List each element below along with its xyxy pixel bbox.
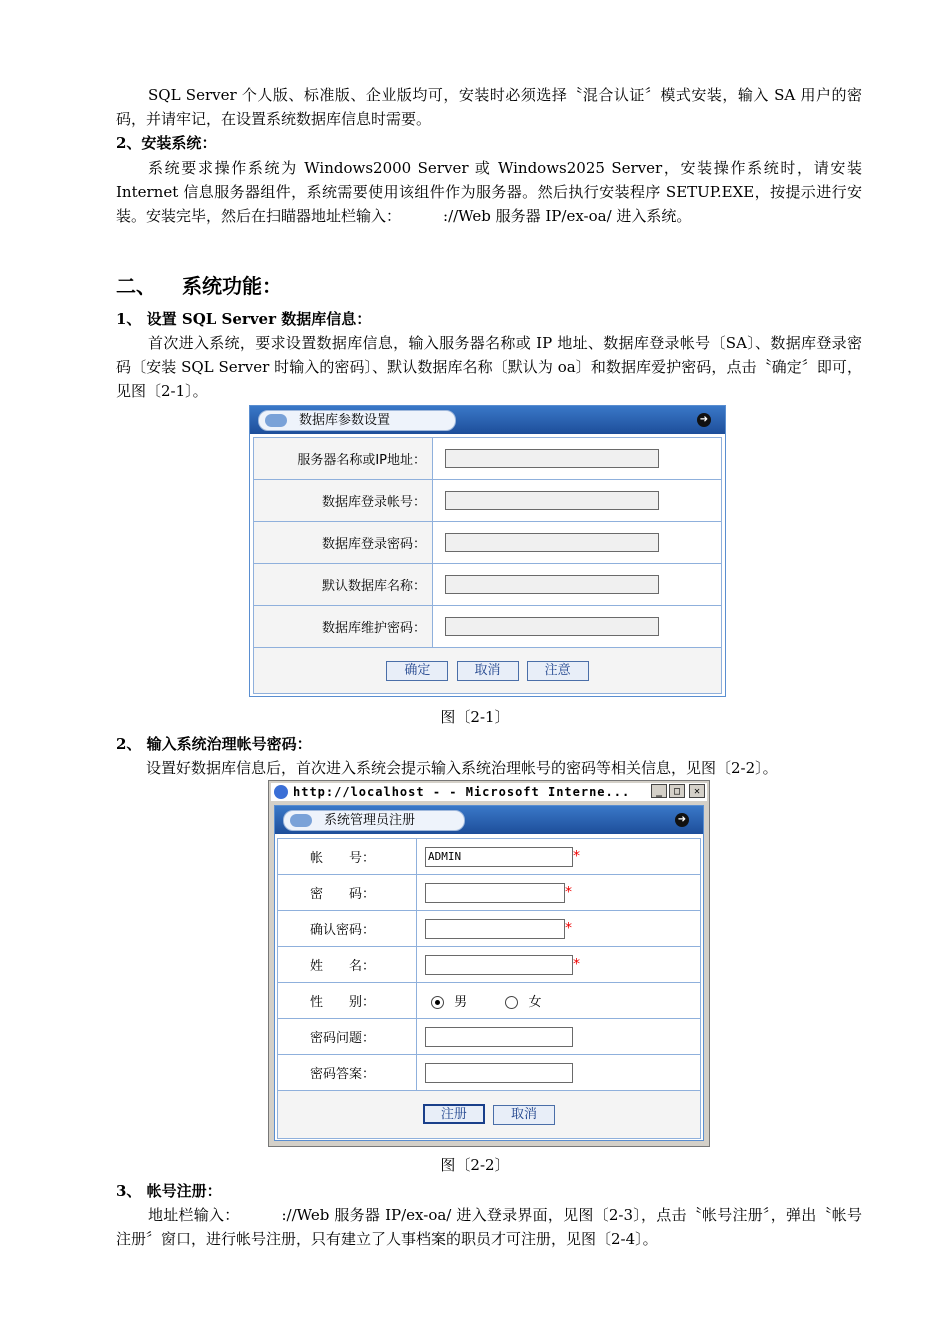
cancel-register-button[interactable]: 取消 — [493, 1105, 555, 1125]
account-register-paragraph — [116, 1203, 862, 1251]
db-settings-heading: 1、 设置 SQL Server 数据库信息： — [116, 310, 372, 328]
question-input[interactable] — [425, 1027, 573, 1047]
note-button[interactable]: 注意 — [527, 661, 589, 681]
ok-button[interactable]: 确定 — [386, 661, 448, 681]
db-name-label: 默认数据库名称： — [254, 564, 433, 606]
gender-label: 性 别： — [278, 983, 417, 1019]
db-login-input[interactable] — [445, 491, 659, 510]
db-maint-password-input[interactable] — [445, 617, 659, 636]
db-maint-password-label: 数据库维护密码： — [254, 606, 433, 648]
login-url-text: ://Web 服务器 IP/ex-oa/ 进入登录界面，见图〔2-3〕，点击〝帐号注册〞，弹出〝帐号注册〞窗口，进行帐号注册，只有建立了人事档案的职员才可注册，见图〔2-4〕。 — [116, 1206, 862, 1248]
install-heading: 2、安装系统： — [116, 134, 217, 152]
gender-options — [417, 983, 701, 1019]
gender-female-radio[interactable] — [505, 996, 518, 1009]
install-url-text: ://Web 服务器 IP/ex-oa/ 进入系统。 — [443, 207, 692, 225]
account-input[interactable]: ADMIN — [425, 847, 573, 867]
section-title: 系统功能： — [182, 274, 282, 298]
panel-title: 数据库参数设置 — [299, 413, 391, 428]
db-settings-figure — [249, 405, 726, 697]
db-name-input[interactable] — [445, 575, 659, 594]
minimize-icon[interactable]: _ — [651, 784, 667, 798]
account-label: 帐 号： — [278, 839, 417, 875]
required-mark: * — [573, 956, 580, 972]
figure-caption-2-1: 图〔2-1〕 — [440, 708, 510, 726]
db-settings-paragraph: 首次进入系统，要求设置数据库信息，输入服务器名称或 IP 地址、数据库登录帐号〔SA〕、数据库登录密码〔安装 SQL Server 时输入的密码〕、默认数据库名称〔默认为 oa〕和数据库爱护密码，点击〝确定〞即可，见图〔2-1〕。 — [116, 334, 862, 400]
section-heading — [116, 270, 282, 299]
name-input[interactable] — [425, 955, 573, 975]
intro-paragraph: SQL Server 个人版、标准版、企业版均可，安装时必须选择〝混合认证〞模式安装，输入 SA 用户的密码，并请牢记，在设置系统数据库信息时需要。 — [116, 86, 862, 128]
panel-logo-icon — [265, 414, 287, 427]
window-title: http://localhost - - Microsoft Interne... — [293, 785, 631, 799]
window-titlebar — [271, 783, 707, 801]
section-number: 二、 — [116, 274, 156, 298]
answer-label: 密码答案： — [278, 1055, 417, 1091]
answer-input[interactable] — [425, 1063, 573, 1083]
question-label: 密码问题： — [278, 1019, 417, 1055]
db-password-input[interactable] — [445, 533, 659, 552]
admin-register-window — [268, 780, 710, 1147]
gender-male-radio[interactable] — [431, 996, 444, 1009]
panel-title-pill — [258, 410, 456, 431]
register-button[interactable]: 注册 — [423, 1104, 485, 1124]
password-label: 密 码： — [278, 875, 417, 911]
db-settings-form — [253, 437, 722, 694]
register-panel-header — [275, 806, 703, 834]
panel-header — [250, 406, 725, 434]
close-icon[interactable]: ✕ — [689, 784, 705, 798]
register-form — [277, 838, 701, 1139]
required-mark: * — [565, 920, 572, 936]
address-bar-text: 地址栏输入： — [148, 1206, 240, 1224]
confirm-password-input[interactable] — [425, 919, 565, 939]
account-register-heading: 3、 帐号注册： — [116, 1182, 222, 1200]
register-panel-title: 系统管理员注册 — [324, 813, 416, 828]
cancel-button[interactable]: 取消 — [457, 661, 519, 681]
gender-male-label: 男 — [454, 995, 468, 1010]
install-text: 系统要求操作系统为 Windows2000 Server 或 Windows2025 Server，安装操作系统时，请安装 Internet 信息服务器组件，系统需要使用该组件作为服务器。然后执行安装程序 SETUP.EXE，按提示进行安装。安装完毕，然后在扫瞄器地址栏输入： — [116, 159, 862, 225]
password-input[interactable] — [425, 883, 565, 903]
register-panel — [274, 805, 704, 1141]
server-name-label: 服务器名称或IP地址： — [254, 438, 433, 480]
maximize-icon[interactable]: □ — [669, 784, 685, 798]
register-title-pill — [283, 810, 465, 831]
ie-icon — [274, 785, 288, 799]
confirm-password-label: 确认密码： — [278, 911, 417, 947]
required-mark: * — [573, 848, 580, 864]
server-name-input[interactable] — [445, 449, 659, 468]
db-login-label: 数据库登录帐号： — [254, 480, 433, 522]
admin-account-heading: 2、 输入系统治理帐号密码： — [116, 735, 312, 753]
db-password-label: 数据库登录密码： — [254, 522, 433, 564]
name-label: 姓 名： — [278, 947, 417, 983]
arrow-right-icon[interactable]: ➜ — [697, 413, 711, 427]
button-row — [254, 648, 722, 694]
figure-caption-2-2: 图〔2-2〕 — [440, 1156, 510, 1174]
admin-account-paragraph: 设置好数据库信息后，首次进入系统会提示输入系统治理帐号的密码等相关信息，见图〔2-2〕。 — [146, 759, 778, 777]
panel-logo-icon — [290, 814, 312, 827]
arrow-right-icon[interactable]: ➜ — [675, 813, 689, 827]
install-paragraph — [116, 156, 862, 228]
gender-female-label: 女 — [528, 995, 542, 1010]
register-button-row — [278, 1091, 701, 1139]
required-mark: * — [565, 884, 572, 900]
